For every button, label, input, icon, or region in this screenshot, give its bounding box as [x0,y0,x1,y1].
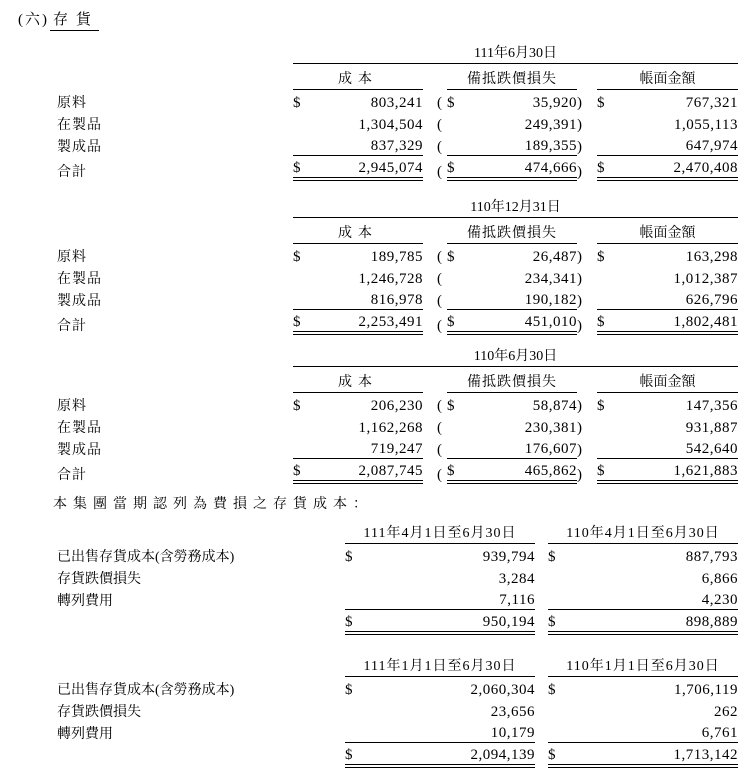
prior-period-value: 887,793 [685,549,738,565]
cost-value: 1,304,504 [358,117,423,133]
close-paren: ) [577,271,582,287]
carrying-value: 931,887 [685,420,738,436]
table-row [57,112,746,134]
open-paren: ( [437,398,442,414]
allowance-total: 474,666 [524,160,577,176]
close-paren: ) [577,442,582,458]
col-header-allowance: 備抵跌價損失 [447,222,577,244]
close-paren: ) [577,139,582,155]
table-row [57,134,746,156]
current-period-value: 7,116 [499,592,535,608]
row-label: 合計 [57,468,87,483]
allowance-cell [437,138,587,156]
carrying-cell: $ 2,470,408 [597,160,738,181]
table-date-header: 111年6月30日 [293,42,738,64]
row-label: 原料 [57,250,87,265]
cost-total: 2,945,074 [358,160,423,176]
allowance-value: 249,391 [524,117,577,133]
current-period-cell: $ 950,194 [345,614,535,635]
cost-value: 1,162,268 [358,420,423,436]
current-period-cell [345,592,535,610]
carrying-value: 626,796 [685,292,738,308]
section-number: (六) [18,12,49,28]
period-header-current: 111年4月1日至6月30日 [345,522,535,544]
carrying-value: 542,640 [685,441,738,457]
current-period-cell: $ 2,060,304 [345,682,535,698]
allowance-value: 26,487 [532,249,577,265]
allowance-cell [437,292,587,310]
carrying-cell [597,117,738,134]
col-header-cost: 成本 [293,371,423,393]
allowance-cell: ( $ 465,862 ) [437,463,587,484]
allowance-value: 230,381 [524,420,577,436]
allowance-cell: ( $ 474,666 ) [437,160,587,181]
currency-symbol: $ [293,95,301,111]
section-heading [18,8,746,31]
carrying-cell: $ 1,802,481 [597,314,738,335]
expense-table-halfyear [57,653,746,768]
col-header-carrying: 帳面金額 [597,222,738,244]
allowance-value: 190,182 [524,292,577,308]
column-header-row [57,64,746,90]
open-paren: ( [437,442,442,458]
carrying-total: 1,802,481 [673,314,738,330]
cost-cell: $ 189,785 [293,249,423,265]
open-paren: ( [437,293,442,309]
total-row [57,310,746,335]
table-date-header: 110年12月31日 [293,196,738,218]
carrying-value: 647,974 [685,138,738,154]
row-label: 已出售存貨成本(含勞務成本) [57,683,235,698]
carrying-cell: $ 1,621,883 [597,463,738,484]
total-row [57,743,746,768]
prior-period-cell: $ 1,713,142 [548,747,738,768]
prior-period-cell [548,704,738,721]
row-label: 在製品 [57,421,102,436]
period-header-current: 111年1月1日至6月30日 [345,655,535,677]
row-label: 存貨跌價損失 [57,572,141,587]
carrying-cell [597,95,738,112]
close-paren: ) [577,249,582,265]
cost-total: 2,253,491 [358,314,423,330]
column-header-row [57,367,746,393]
open-paren: ( [437,271,442,287]
current-period-total: 2,094,139 [470,747,535,763]
prior-period-cell [548,571,738,588]
cost-value: 189,785 [370,249,423,265]
inventory-table-3 [57,347,746,484]
cost-cell [293,441,423,459]
open-paren: ( [437,318,442,334]
column-header-row [57,218,746,244]
prior-period-value: 6,761 [701,725,738,741]
table-row [57,566,746,588]
open-paren: ( [437,467,442,483]
cost-value: 1,246,728 [358,271,423,287]
cost-value: 803,241 [370,95,423,111]
allowance-cell [437,95,587,112]
col-header-allowance: 備抵跌價損失 [447,68,577,90]
prior-period-value: 262 [714,704,738,720]
prior-period-value: 4,230 [701,592,738,608]
cost-value: 816,978 [370,292,423,308]
carrying-cell [597,441,738,459]
cost-cell: $ 2,945,074 [293,160,423,181]
carrying-cell: $ 163,298 [597,249,738,265]
inventory-table-1 [57,44,746,181]
table-row [57,588,746,610]
current-period-cell: $ 939,794 [345,549,535,565]
section-title: 存貨 [50,8,99,31]
col-header-cost: 成本 [293,222,423,244]
table-row [57,677,746,699]
carrying-value: 1,012,387 [673,271,738,287]
carrying-total: 1,621,883 [673,463,738,479]
open-paren: ( [437,95,442,111]
table-row [57,699,746,721]
open-paren: ( [437,420,442,436]
row-label: 合計 [57,319,87,334]
carrying-value: 1,055,113 [674,117,738,133]
date-row [57,198,746,218]
carrying-value: 163,298 [685,249,738,265]
allowance-cell: ( $ 451,010 ) [437,314,587,335]
close-paren: ) [577,398,582,414]
carrying-cell: $ 147,356 [597,398,738,414]
close-paren: ) [577,164,582,180]
allowance-cell: ( $ 58,874 ) [437,398,587,415]
allowance-cell [437,420,587,437]
currency-symbol: $ [447,95,455,111]
carrying-value: 767,321 [685,95,738,111]
allowance-value: 35,920 [532,95,577,111]
cost-value: 719,247 [370,441,423,457]
currency-symbol: $ [597,95,605,111]
allowance-value: 58,874 [532,398,577,414]
cost-value: 837,329 [370,138,423,154]
open-paren: ( [437,249,442,265]
date-row [57,44,746,64]
allowance-cell: ( $ 26,487 ) [437,249,587,266]
allowance-cell [437,271,587,288]
row-label: 原料 [57,399,87,414]
close-paren: ) [577,117,582,133]
cost-value: 206,230 [370,398,423,414]
allowance-value: 176,607 [524,441,577,457]
prior-period-cell: $ 1,706,119 [548,682,738,698]
close-paren: ) [577,467,582,483]
prior-period-total: 1,713,142 [673,747,738,763]
row-label: 轉列費用 [57,594,113,609]
cost-cell [293,95,423,112]
period-header-row [57,520,746,544]
cost-cell [293,271,423,288]
close-paren: ) [577,95,582,111]
allowance-cell [437,117,587,134]
carrying-cell [597,292,738,310]
row-label: 轉列費用 [57,727,113,742]
table-row [57,544,746,566]
period-header-prior: 110年1月1日至6月30日 [548,655,738,677]
col-header-carrying: 帳面金額 [597,371,738,393]
cost-cell [293,420,423,437]
prior-period-total: 898,889 [685,614,738,630]
table-row [57,288,746,310]
col-header-cost: 成本 [293,68,423,90]
current-period-cell [345,725,535,743]
current-period-value: 23,656 [490,704,535,720]
open-paren: ( [437,139,442,155]
prior-period-cell: $ 887,793 [548,549,738,565]
current-period-value: 10,179 [490,725,535,741]
note-text: 本集團當期認列為費損之存貨成本： [53,497,373,512]
prior-period-cell: $ 898,889 [548,614,738,635]
table-row [57,266,746,288]
col-header-carrying: 帳面金額 [597,68,738,90]
cost-cell: $ 2,087,745 [293,463,423,484]
current-period-cell [345,571,535,588]
allowance-cell [437,441,587,459]
cost-cell [293,292,423,310]
carrying-cell [597,271,738,288]
carrying-cell [597,138,738,156]
period-header-row [57,653,746,677]
carrying-value: 147,356 [685,398,738,414]
prior-period-cell [548,725,738,743]
table-row [57,721,746,743]
total-row [57,156,746,181]
period-header-prior: 110年4月1日至6月30日 [548,522,738,544]
current-period-value: 2,060,304 [470,682,535,698]
table-row [57,415,746,437]
current-period-value: 939,794 [482,549,535,565]
open-paren: ( [437,164,442,180]
prior-period-value: 1,706,119 [674,682,738,698]
close-paren: ) [577,318,582,334]
table-row [57,90,746,112]
cost-cell: $ 2,253,491 [293,314,423,335]
col-header-allowance: 備抵跌價損失 [447,371,577,393]
row-label: 存貨跌價損失 [57,705,141,720]
allowance-total: 465,862 [524,463,577,479]
open-paren: ( [437,117,442,133]
cost-cell: $ 206,230 [293,398,423,414]
current-period-cell [345,704,535,721]
row-label: 已出售存貨成本(含勞務成本) [57,550,235,565]
row-label: 製成品 [57,140,102,155]
date-row [57,347,746,367]
cost-total: 2,087,745 [358,463,423,479]
row-label: 合計 [57,165,87,180]
current-period-total: 950,194 [482,614,535,630]
total-row [57,610,746,635]
carrying-total: 2,470,408 [673,160,738,176]
allowance-value: 234,341 [524,271,577,287]
current-period-value: 3,284 [498,571,535,587]
prior-period-cell [548,592,738,610]
close-paren: ) [577,420,582,436]
cost-cell [293,117,423,134]
row-label: 製成品 [57,443,102,458]
prior-period-value: 6,866 [701,571,738,587]
close-paren: ) [577,293,582,309]
table-row [57,393,746,415]
row-label: 原料 [57,96,87,111]
allowance-total: 451,010 [524,314,577,330]
total-row [57,459,746,484]
row-label: 在製品 [57,118,102,133]
carrying-cell [597,420,738,437]
row-label: 製成品 [57,294,102,309]
allowance-value: 189,355 [524,138,577,154]
table-row [57,437,746,459]
inventory-table-2 [57,198,746,335]
table-row [57,244,746,266]
cost-cell [293,138,423,156]
current-period-cell: $ 2,094,139 [345,747,535,768]
row-label: 在製品 [57,272,102,287]
expense-table-quarter [57,520,746,635]
table-date-header: 110年6月30日 [293,345,738,367]
